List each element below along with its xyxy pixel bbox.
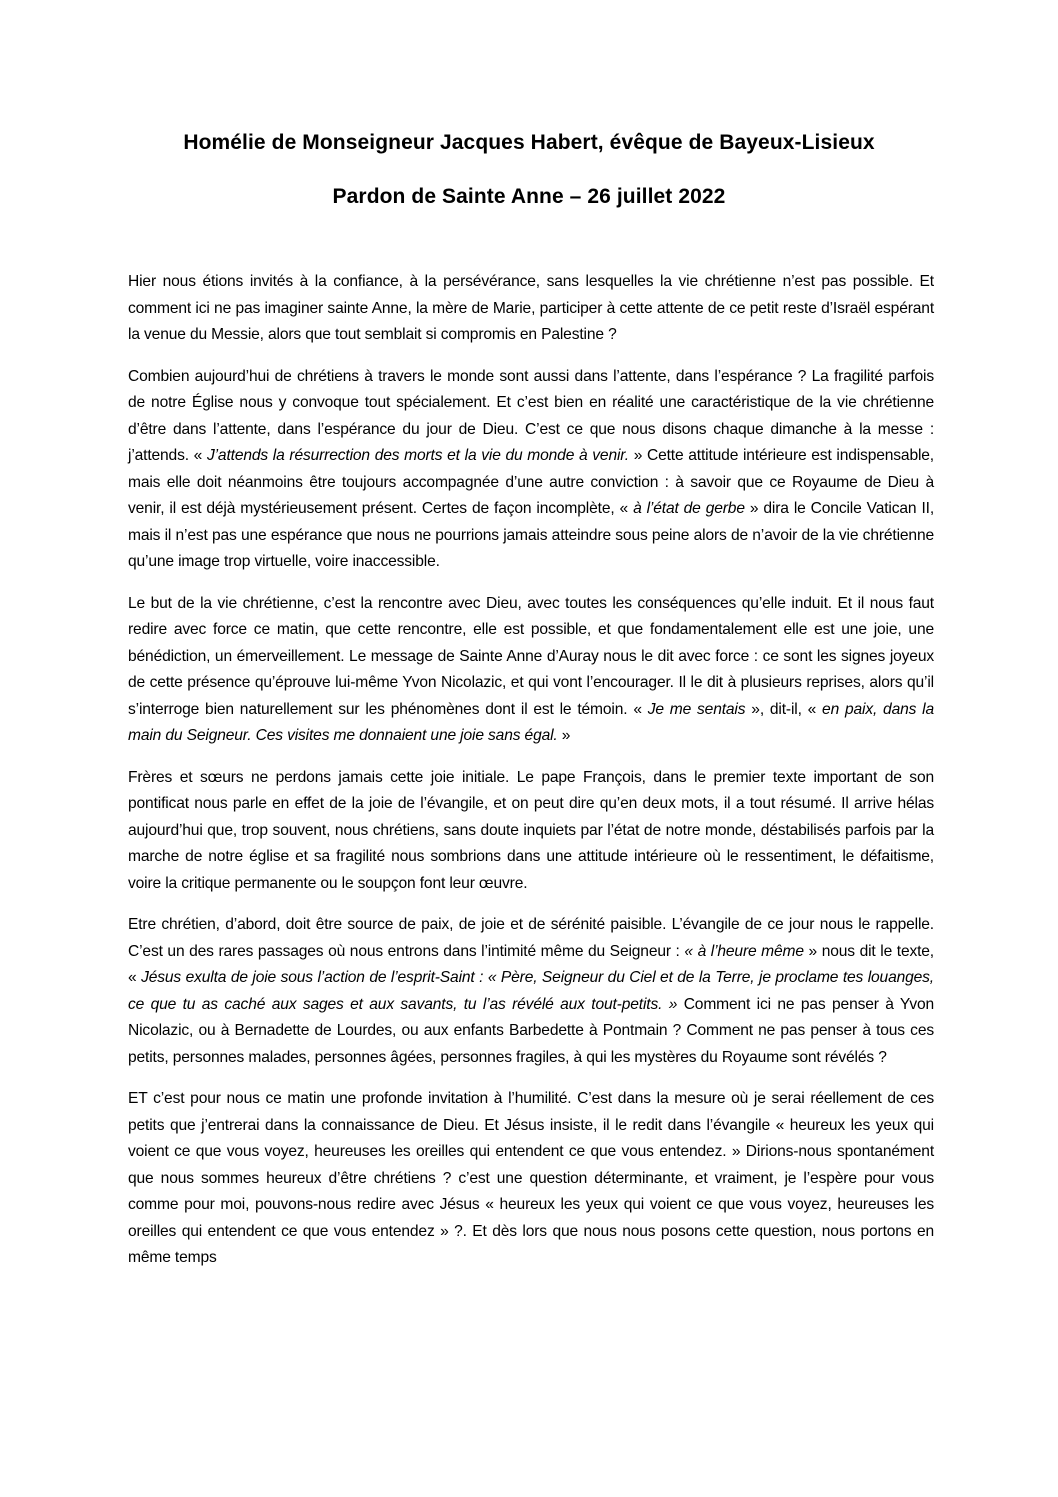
- paragraph-text: »: [557, 727, 571, 744]
- paragraph-1: [128, 269, 934, 349]
- paragraph-6: [128, 1086, 934, 1272]
- italic-quote: « à l’heure même: [684, 942, 804, 960]
- paragraph-4: [128, 765, 934, 898]
- italic-quote: Je me sentais: [647, 700, 746, 718]
- document-subtitle: Pardon de Sainte Anne – 26 juillet 2022: [332, 185, 726, 208]
- paragraph-text: Hier nous étions invités à la confiance, à la persévérance, sans lesquelles la vie chrétienne n’est pas possible. Et comment ici ne pas imaginer sainte Anne, la mère de Marie, participer à cette attente de ce petit reste d’Israël espérant la venue du Messie, alors que tout semblait si compromis en Palestine ?: [128, 273, 934, 343]
- paragraph-text: » nous dit le texte, «: [128, 942, 934, 986]
- document-title: Homélie de Monseigneur Jacques Habert, évêque de Bayeux-Lisieux: [183, 131, 875, 154]
- paragraph-text: ET c’est pour nous ce matin une profonde invitation à l’humilité. C’est dans la mesure où je serai réellement de ces petits que j’entrerai dans la connaissance de Dieu. Et Jésus insiste, il le redit dans l’évangile « heureux les yeux qui voient ce que vous voyez, heureuses les oreilles qui entendent ce que vous entendez. » Dirions-nous spontanément que nous sommes heureux d’être chrétiens ? c’est une question déterminante, et vraiment, je l’espère pour vous comme pour moi, pouvons-nous redire avec Jésus « heureux les yeux qui voient ce que vous voyez, heureuses les oreilles qui entendent ce que vous entendez » ?. Et dès lors que nous nous posons cette question, nous portons en même temps: [128, 1090, 934, 1266]
- paragraph-2: [128, 364, 934, 576]
- italic-quote: Jésus exulta de joie sous l’action de l’esprit-Saint : « Père, Seigneur du Ciel et de la Terre, je proclame tes louanges, ce que tu as caché aux sages et aux savants, tu l’as révélé aux tout-petits. »: [128, 969, 934, 1013]
- italic-quote: en paix, dans la main du Seigneur. Ces visites me donnaient une joie sans égal.: [128, 700, 934, 744]
- document-body: [128, 269, 934, 1287]
- paragraph-text: » Cette attitude intérieure est indispensable, mais elle doit néanmoins être toujours accompagnée d’une autre conviction : à savoir que ce Royaume de Dieu à venir, il est déjà mystérieusement présent. Certes de façon incomplète, «: [128, 447, 934, 517]
- paragraph-3: [128, 591, 934, 750]
- italic-quote: à l’état de gerbe: [633, 500, 745, 517]
- paragraph-text: », dit-il, «: [745, 700, 823, 718]
- paragraph-text: Comment ici ne pas penser à Yvon Nicolazic, ou à Bernadette de Lourdes, ou aux enfants Barbedette à Pontmain ? Comment ne pas penser à tous ces petits, personnes malades, personnes âgées, personnes fragiles, à qui les mystères du Royaume sont révélés ?: [128, 995, 935, 1066]
- paragraph-text: Combien aujourd’hui de chrétiens à travers le monde sont aussi dans l’attente, dans l’espérance ? La fragilité parfois de notre Église nous y convoque tout spécialement. Et c’est bien en réalité une caractéristique de la vie chrétienne d’être dans l’attente, dans l’espérance du jour de Dieu. C’est ce que nous disons chaque dimanche à la messe : j’attends. «: [128, 367, 934, 464]
- paragraph-text: » dira le Concile Vatican II, mais il n’est pas une espérance que nous ne pourrions jamais atteindre sous peine alors de n’avoir de la vie chrétienne qu’une image trop virtuelle, voire inaccessible.: [128, 500, 934, 570]
- paragraph-text: Etre chrétien, d’abord, doit être source de paix, de joie et de sérénité paisible. L’évangile de ce jour nous le rappelle. C’est un des rares passages où nous entrons dans l’intimité même du Seigneur :: [128, 916, 934, 960]
- paragraph-text: Frères et sœurs ne perdons jamais cette joie initiale. Le pape François, dans le premier texte important de son pontificat nous parle en effet de la joie de l’évangile, et on peut dire qu’en deux mots, il a tout résumé. Il arrive hélas aujourd’hui que, trop souvent, nous chrétiens, sans doute inquiets par l’état de notre monde, déstabilisés parfois par la marche de notre église et sa fragilité nous sombrions dans une attitude intérieure où le ressentiment, le défaitisme, voire la critique permanente ou le soupçon font leur œuvre.: [128, 768, 934, 892]
- paragraph-5: [128, 912, 934, 1071]
- paragraph-text: Le but de la vie chrétienne, c’est la rencontre avec Dieu, avec toutes les conséquences qu’elle induit. Et il nous faut redire avec force ce matin, que cette rencontre, elle est possible, et que fondamentalement elle est une joie, une bénédiction, un émerveillement. Le message de Sainte Anne d’Auray nous le dit avec force : ce sont les signes joyeux de cette présence qu’éprouve lui-même Yvon Nicolazic, et qui vont l’encourager. Il le dit à plusieurs reprises, alors qu’il s’interroge bien naturellement sur les phénomènes dont il est le témoin. «: [128, 594, 934, 718]
- italic-quote: J’attends la résurrection des morts et la vie du monde à venir.: [206, 447, 629, 464]
